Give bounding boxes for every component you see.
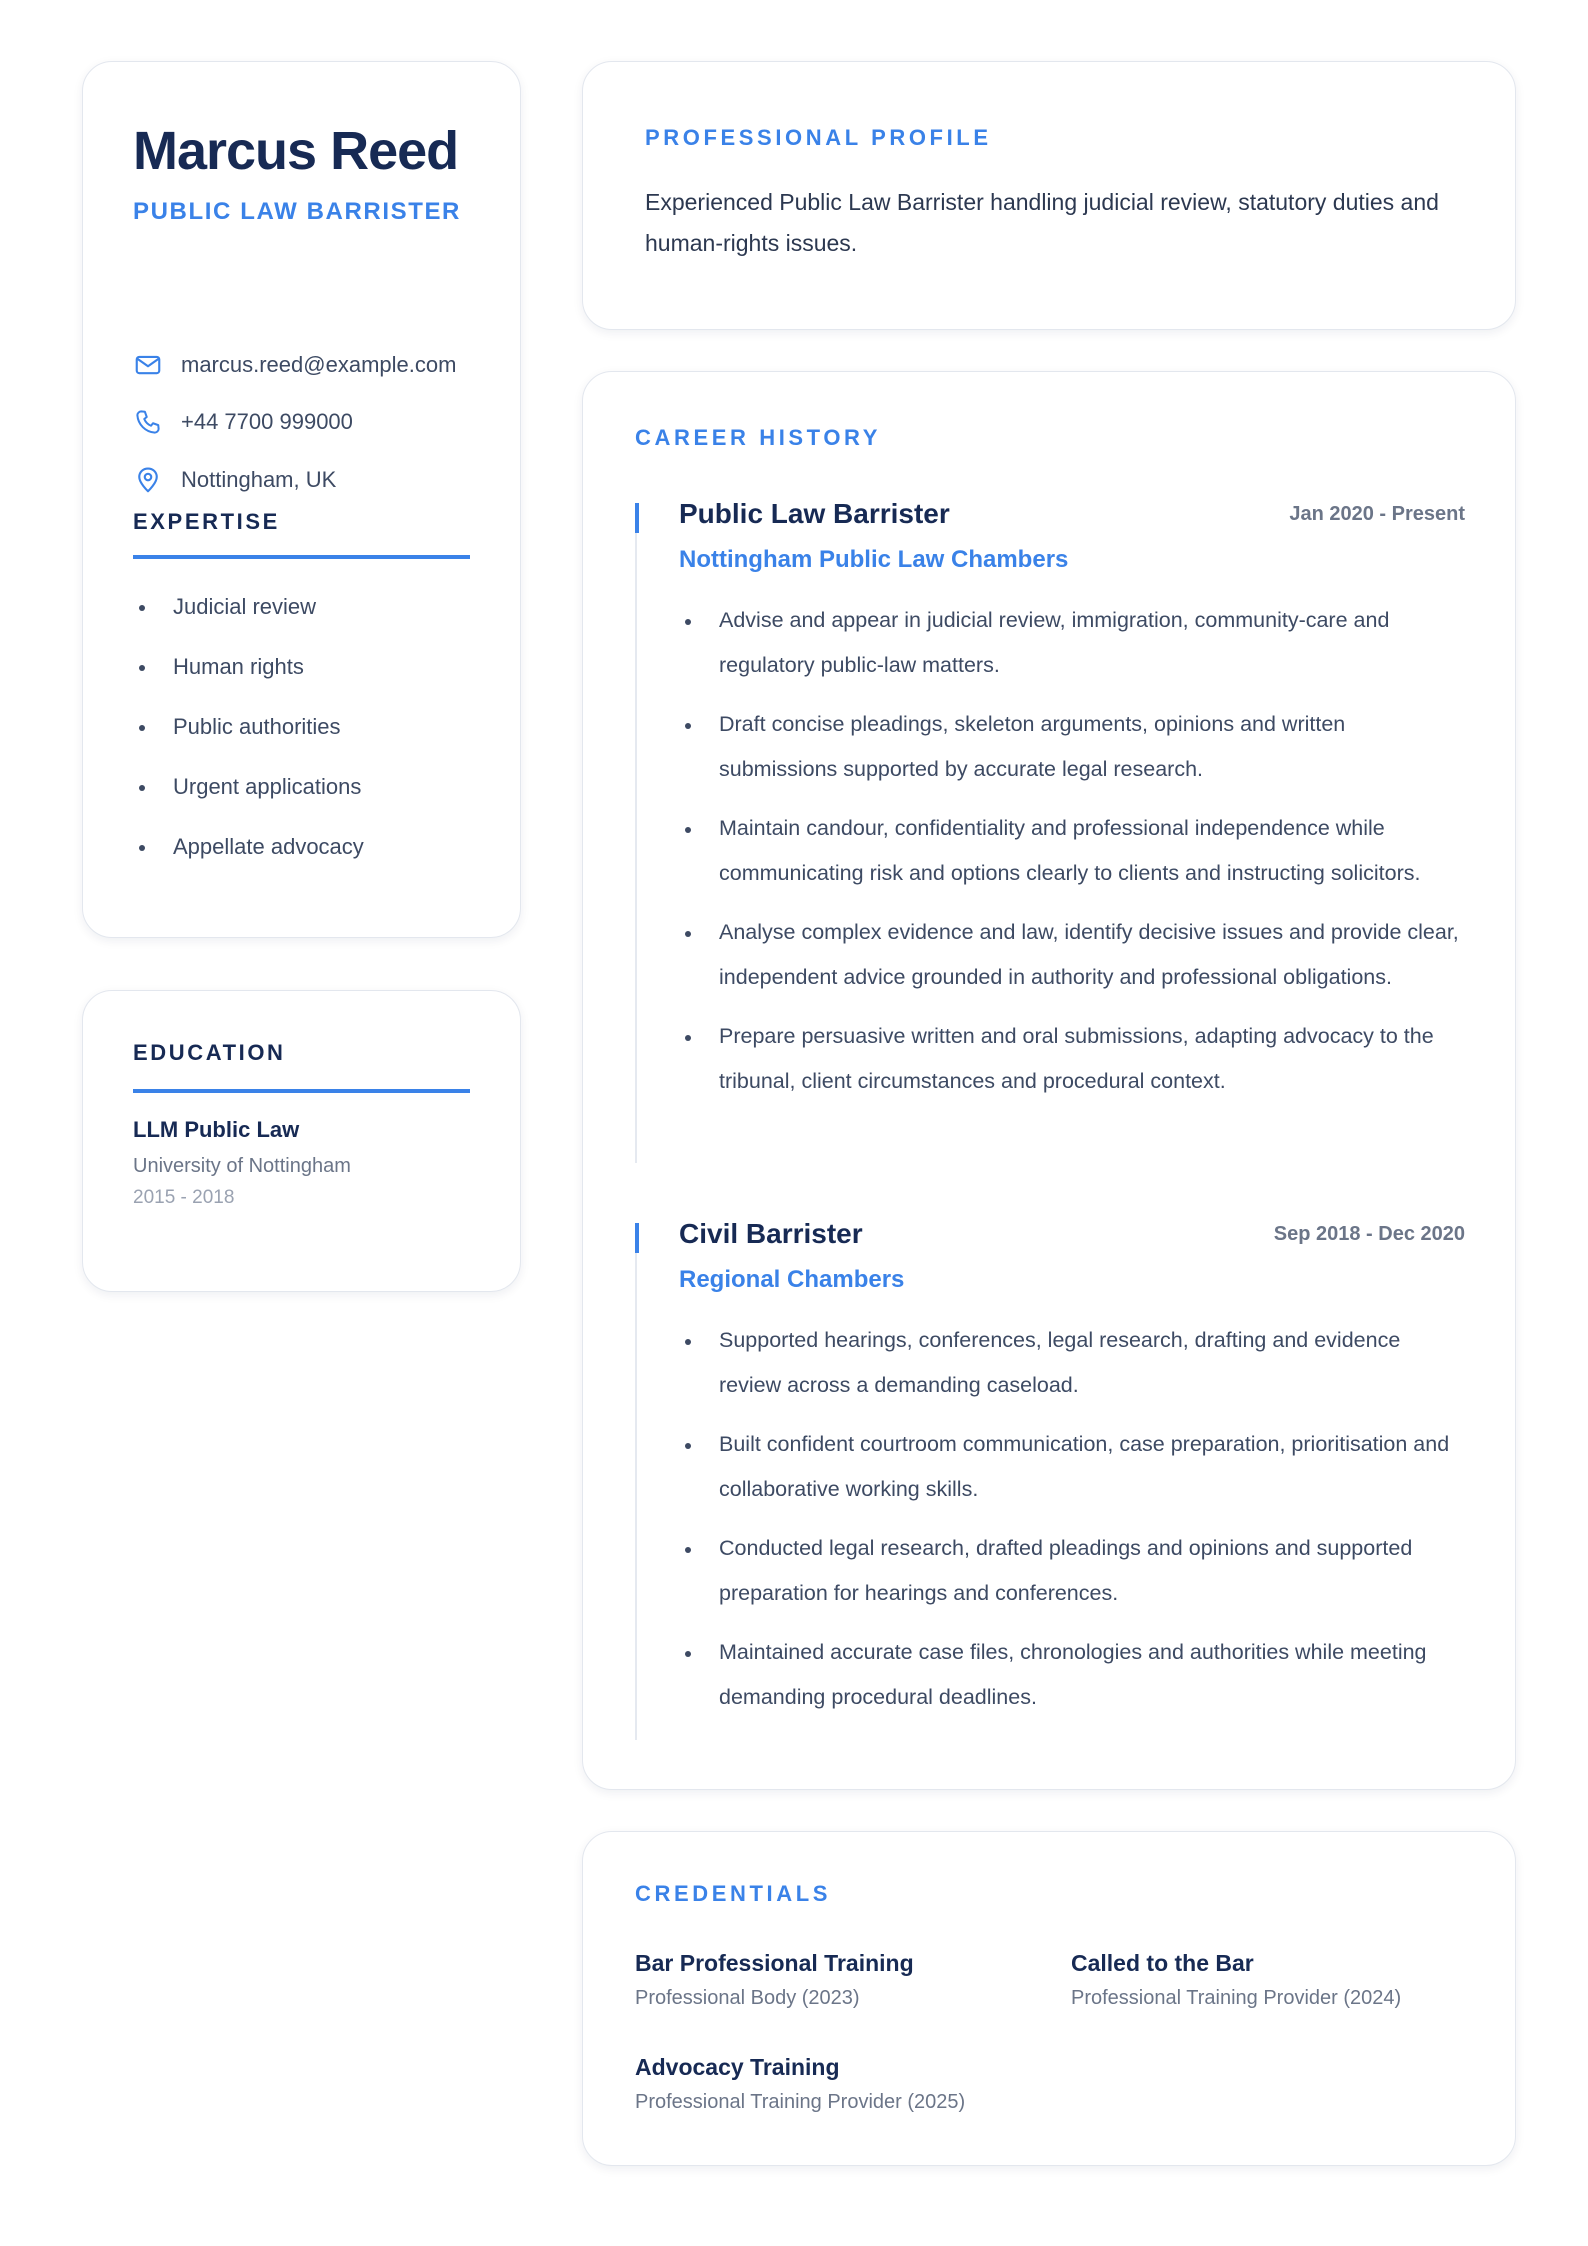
- contact-phone-row[interactable]: [133, 406, 353, 438]
- list-item: Analyse complex evidence and law, identify decisive issues and provide clear, independent advice grounded in authority and professional obligations.: [679, 910, 1465, 999]
- credential-item: [1071, 1950, 1401, 2010]
- credentials-card: [582, 1831, 1516, 2166]
- job-bullets: [679, 598, 1465, 1118]
- credential-issuer: Professional Training Provider (2025): [635, 2091, 966, 2113]
- list-item: Appellate advocacy: [133, 817, 364, 877]
- education-divider: [133, 1089, 470, 1093]
- list-item: Conducted legal research, drafted pleadings and opinions and supported preparation for hearings and conferences.: [679, 1526, 1465, 1615]
- contact-card: [82, 61, 521, 938]
- job-entry: [635, 1218, 1465, 1740]
- credential-title: Bar Professional Training: [635, 1950, 914, 1976]
- credential-item: [635, 2054, 965, 2114]
- profile-summary: Experienced Public Law Barrister handling judicial review, statutory duties and human-rights issues.: [645, 189, 1439, 256]
- timeline-line: [635, 503, 637, 1163]
- candidate-name: Marcus Reed: [133, 121, 459, 181]
- contact-location-row: [133, 464, 336, 496]
- list-item: Human rights: [133, 637, 364, 697]
- credentials-heading: CREDENTIALS: [635, 1881, 832, 1906]
- education-school: University of Nottingham: [133, 1155, 351, 1177]
- profile-heading: PROFESSIONAL PROFILE: [645, 125, 992, 150]
- expertise-divider: [133, 555, 470, 559]
- phone-icon: [133, 407, 163, 437]
- timeline-marker: [635, 1223, 639, 1253]
- career-heading: CAREER HISTORY: [635, 425, 881, 450]
- job-bullets: [679, 1318, 1465, 1734]
- credential-title: Called to the Bar: [1071, 1950, 1254, 1976]
- credential-title: Advocacy Training: [635, 2054, 840, 2080]
- list-item: Maintain candour, confidentiality and professional independence while communicating risk and options clearly to clients and instructing solicitors.: [679, 806, 1465, 895]
- mail-icon: [133, 350, 163, 380]
- candidate-role: PUBLIC LAW BARRISTER: [133, 198, 461, 225]
- list-item: Public authorities: [133, 697, 364, 757]
- contact-email-row[interactable]: [133, 349, 456, 381]
- contact-location: Nottingham, UK: [181, 467, 337, 492]
- job-entry: [635, 498, 1465, 1163]
- job-title: Civil Barrister: [679, 1218, 863, 1249]
- list-item: Supported hearings, conferences, legal research, drafting and evidence review across a demanding caseload.: [679, 1318, 1465, 1407]
- list-item: Judicial review: [133, 577, 364, 637]
- profile-card: [582, 61, 1516, 330]
- location-pin-icon: [133, 465, 163, 495]
- list-item: Draft concise pleadings, skeleton arguments, opinions and written submissions supported by accurate legal research.: [679, 702, 1465, 791]
- career-card: [582, 371, 1516, 1790]
- job-organization: Nottingham Public Law Chambers: [679, 546, 1069, 573]
- expertise-heading: EXPERTISE: [133, 509, 280, 534]
- timeline-line: [635, 1223, 637, 1740]
- education-heading: EDUCATION: [133, 1040, 286, 1065]
- expertise-list: [133, 577, 364, 877]
- job-title: Public Law Barrister: [679, 498, 950, 529]
- education-years: 2015 - 2018: [133, 1187, 235, 1208]
- timeline-marker: [635, 503, 639, 533]
- list-item: Advise and appear in judicial review, immigration, community-care and regulatory public-law matters.: [679, 598, 1465, 687]
- list-item: Prepare persuasive written and oral submissions, adapting advocacy to the tribunal, client circumstances and procedural context.: [679, 1014, 1465, 1103]
- contact-email: marcus.reed@example.com: [181, 352, 457, 377]
- list-item: Urgent applications: [133, 757, 364, 817]
- education-card: [82, 990, 521, 1292]
- credential-issuer: Professional Body (2023): [635, 1987, 860, 2009]
- list-item: Maintained accurate case files, chronologies and authorities while meeting demanding procedural deadlines.: [679, 1630, 1465, 1719]
- job-dates: Sep 2018 - Dec 2020: [1273, 1223, 1465, 1245]
- credential-item: [635, 1950, 914, 2010]
- credential-issuer: Professional Training Provider (2024): [1071, 1987, 1402, 2009]
- education-degree: LLM Public Law: [133, 1117, 300, 1142]
- contact-phone: +44 7700 999000: [181, 409, 353, 434]
- job-dates: Jan 2020 - Present: [1289, 503, 1465, 525]
- list-item: Built confident courtroom communication, case preparation, prioritisation and collaborative working skills.: [679, 1422, 1465, 1511]
- job-organization: Regional Chambers: [679, 1266, 905, 1293]
